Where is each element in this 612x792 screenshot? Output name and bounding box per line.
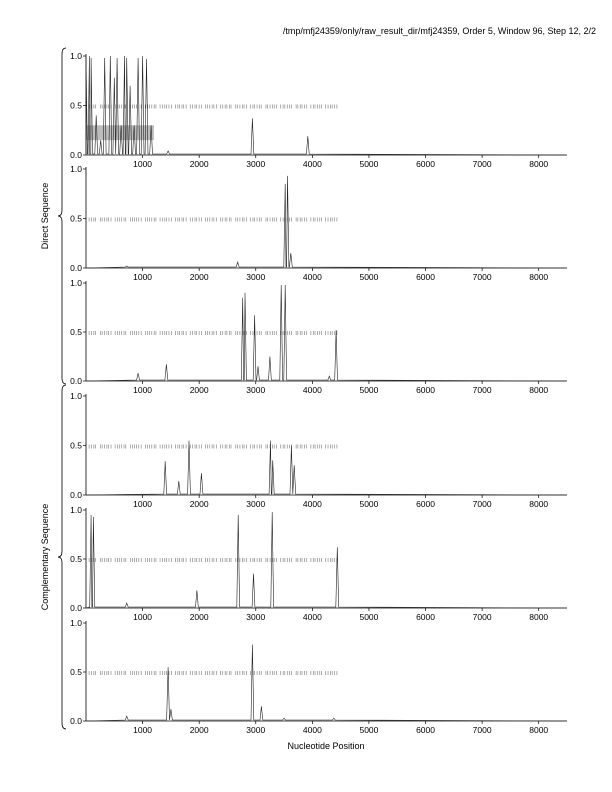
x-tick-label: 5000	[359, 725, 379, 735]
x-tick-label: 6000	[416, 725, 435, 735]
x-tick-label: 2000	[189, 612, 209, 622]
x-tick-label: 4000	[302, 725, 322, 735]
series-line	[86, 56, 567, 155]
y-tick-label: 1.0	[70, 164, 82, 174]
x-tick-label: 7000	[472, 159, 492, 169]
page-header: /tmp/mfj24359/only/raw_result_dir/mfj24359, Order 5, Window 96, Step 12, 2/2	[282, 26, 596, 36]
x-tick-label: 2000	[189, 499, 209, 509]
group-brace	[58, 48, 66, 384]
y-tick-label: 0.0	[70, 263, 82, 273]
x-tick-label: 7000	[472, 725, 492, 735]
x-tick-label: 5000	[359, 612, 379, 622]
x-tick-label: 4000	[302, 159, 322, 169]
x-tick-label: 6000	[416, 272, 435, 282]
y-tick-label: 1.0	[70, 278, 82, 288]
x-tick-label: 4000	[302, 612, 322, 622]
series-line	[86, 285, 567, 381]
y-tick-label: 1.0	[70, 391, 82, 401]
y-tick-label: 1.0	[70, 505, 82, 515]
x-tick-label: 4000	[302, 499, 322, 509]
x-tick-label: 5000	[359, 272, 379, 282]
series-line	[86, 645, 567, 721]
y-tick-label: 0.0	[70, 376, 82, 386]
x-tick-label: 4000	[302, 272, 322, 282]
y-tick-label: 0.5	[70, 327, 82, 337]
x-axis-label: Nucleotide Position	[287, 741, 365, 751]
x-tick-label: 5000	[359, 385, 379, 395]
x-tick-label: 7000	[472, 272, 492, 282]
group-label: Direct Sequence	[40, 182, 50, 250]
x-tick-label: 6000	[416, 385, 435, 395]
panel-frame-5	[70, 505, 567, 622]
x-tick-label: 5000	[359, 499, 379, 509]
x-tick-label: 6000	[416, 612, 435, 622]
x-tick-label: 8000	[529, 272, 549, 282]
x-tick-label: 2000	[189, 385, 209, 395]
series-line	[86, 176, 567, 268]
x-tick-label: 6000	[416, 159, 435, 169]
y-tick-label: 0.0	[70, 603, 82, 613]
series-line	[86, 512, 567, 608]
x-tick-label: 3000	[246, 385, 266, 395]
x-tick-label: 1000	[133, 159, 153, 169]
x-tick-label: 8000	[529, 159, 549, 169]
x-tick-label: 1000	[133, 272, 153, 282]
x-tick-label: 8000	[529, 725, 549, 735]
x-tick-label: 5000	[359, 159, 379, 169]
panel-frame-1	[70, 51, 567, 169]
x-tick-label: 3000	[246, 159, 266, 169]
x-tick-label: 3000	[246, 499, 266, 509]
x-tick-label: 2000	[189, 272, 209, 282]
x-tick-label: 4000	[302, 385, 322, 395]
x-tick-label: 1000	[133, 499, 153, 509]
panels-group	[70, 51, 567, 735]
y-tick-label: 0.5	[70, 440, 82, 451]
x-tick-label: 3000	[246, 272, 266, 282]
x-tick-label: 7000	[472, 499, 492, 509]
x-tick-label: 7000	[472, 612, 492, 622]
x-tick-label: 1000	[133, 385, 153, 395]
y-tick-label: 0.0	[70, 150, 82, 160]
x-tick-label: 8000	[529, 385, 549, 395]
x-tick-label: 7000	[472, 385, 492, 395]
x-tick-label: 6000	[416, 499, 435, 509]
y-tick-label: 0.0	[70, 716, 82, 726]
y-tick-label: 0.5	[70, 667, 82, 677]
x-tick-label: 1000	[133, 725, 153, 735]
x-tick-label: 8000	[529, 612, 549, 622]
group-label: Complementary Sequence	[40, 503, 50, 611]
x-tick-label: 3000	[246, 725, 266, 735]
x-tick-label: 3000	[246, 612, 266, 622]
group-brace	[58, 385, 66, 729]
x-tick-label: 2000	[189, 159, 209, 169]
series-line	[86, 441, 567, 495]
x-tick-label: 8000	[529, 499, 549, 509]
x-tick-label: 1000	[133, 612, 153, 622]
y-tick-label: 1.0	[70, 618, 82, 628]
y-tick-label: 0.0	[70, 490, 82, 500]
y-tick-label: 0.5	[70, 100, 82, 111]
x-tick-label: 2000	[189, 725, 209, 735]
panel-frame-6	[70, 618, 567, 735]
y-tick-label: 0.5	[70, 554, 82, 564]
panel-frame-4	[70, 391, 567, 509]
y-tick-label: 0.5	[70, 213, 82, 224]
y-tick-label: 1.0	[70, 51, 82, 61]
panel-frame-3	[70, 278, 567, 395]
panel-frame-2	[70, 164, 567, 282]
